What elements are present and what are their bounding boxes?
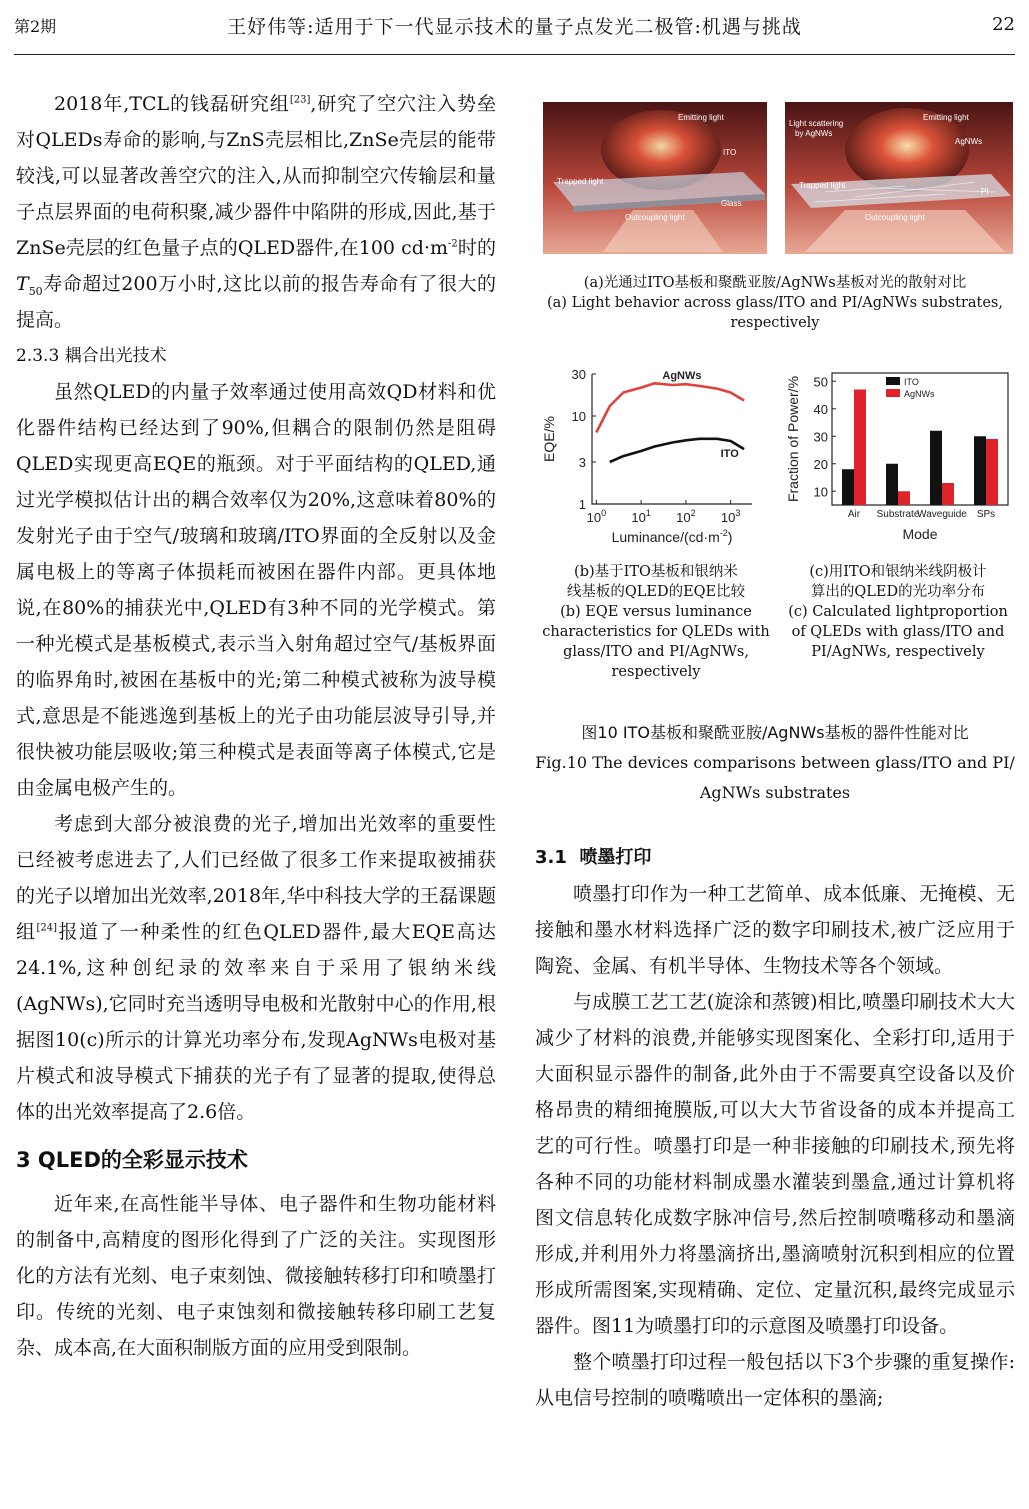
paragraph-inkjet-process: 与成膜工艺工艺(旋涂和蒸镀)相比,喷墨印刷技术大大减少了材料的浪费,并能够实现图案化、全彩打印,适用于大面积显示器件的制备,此外由于不需要真空设备以及价格昂贵的精细掩膜版,可以大大节省设备的成本并提高工艺的可行性。喷墨打印是一种非接触的印刷技术,预先将各种不同的功能材料制成墨水灌装到墨盒,通过计算机将图文信息转化成数字脉冲信号,然后控制喷嘴移动和墨滴形成,并利用外力将墨滴挤出,墨滴喷射沉积到相应的位置形成所需图案,实现精确、定位、定量沉积,最终完成显示器件。图11为喷墨打印的示意图及喷墨打印设备。 bbox=[535, 991, 1015, 1337]
caption-a-en-1: (a) Light behavior across glass/ITO and PI/AgNWs substrates, bbox=[547, 295, 1003, 311]
caption-a bbox=[535, 273, 1015, 333]
x-axis-label: Luminance/$(cd\cdot m^{-2})$ bbox=[611, 528, 733, 545]
bar-agnws-waveguide bbox=[942, 483, 954, 505]
y-tick-label: 20 bbox=[813, 456, 828, 472]
y-tick-label: 30 bbox=[571, 367, 586, 382]
paragraph-inkjet-intro: 喷墨打印作为一种工艺简单、成本低廉、无掩模、无接触和墨水材料选择广泛的数字印刷技术,被广泛应用于陶瓷、金属、有机半导体、生物技术等各个领域。 bbox=[535, 883, 1015, 977]
caption-b: (b)基于ITO基板和银纳米 线基板的QLED的EQE比较 (b) EQE versus luminance characteristics for QLEDs with glass/ITO and PI/AgNWs, respectively bbox=[542, 564, 770, 680]
y-tick-label: 40 bbox=[813, 401, 828, 417]
label-pi: PI bbox=[981, 187, 989, 196]
bar-ito-substrate bbox=[886, 464, 898, 505]
figure-10-caption-cn: 图10 ITO基板和聚酰亚胺/AgNWs基板的器件性能对比 bbox=[581, 723, 969, 742]
running-title: 王妤伟等:适用于下一代显示技术的量子点发光二极管:机遇与挑战 bbox=[227, 16, 802, 38]
figure-10-caption-en-2: AgNWs substrates bbox=[699, 783, 851, 802]
label-trapped-light-2: Trapped light bbox=[799, 181, 846, 190]
label-agnws: AgNWs bbox=[955, 137, 983, 146]
page-number: 22 bbox=[992, 14, 1015, 35]
x-tick-label: Air bbox=[847, 509, 861, 520]
light-behavior-glass-ito-image bbox=[543, 102, 767, 254]
y-tick-label: 3 bbox=[578, 455, 586, 471]
label-outcoupling-light: Outcoupling light bbox=[625, 213, 685, 222]
running-header bbox=[14, 8, 1015, 55]
figure-10-caption bbox=[535, 718, 1015, 808]
bar-agnws-sps bbox=[986, 439, 998, 505]
caption-a-en-2: respectively bbox=[730, 315, 820, 331]
x-axis-label: Mode bbox=[902, 526, 938, 542]
paragraph-outcoupling: 虽然QLED的内量子效率通过使用高效QD材料和优化器件结构已经达到了90%,但耦合的限制仍然是阻碍QLED实现更高EQE的瓶颈。对于平面结构的QLED,通过光学模拟估计出的耦合效率仅为20%,这意味着80%的发射光子由于空气/玻璃和玻璃/ITO界面的全反射以及金属电极上的等离子体损耗而被困在器件内部。更具体地说,在80%的捕获光中,QLED有3种不同的光学模式。第一种光模式是基板模式,表示当入射角超过空气/基板界面的临界角时,被困在基板中的光;第二种模式被称为波导模式,意思是不能逃逸到基板上的光子由功能层波导引导,并很快被功能层吸收;第三种模式是表面等离子体模式,它是由金属电极产生的。 bbox=[16, 381, 496, 799]
bar-ito-air bbox=[842, 469, 854, 505]
x-tick-label: $10^0$ bbox=[586, 508, 607, 525]
citation-23[interactable]: [23] bbox=[289, 94, 311, 106]
y-tick-label: 50 bbox=[813, 374, 828, 390]
series-label-ito: ITO bbox=[720, 447, 739, 460]
section-3-heading: 3 QLED的全彩显示技术 bbox=[16, 1148, 248, 1172]
light-behavior-pi-agnws-image bbox=[785, 102, 1013, 254]
label-trapped-light: Trapped light bbox=[557, 177, 604, 186]
x-tick-label: $10^3$ bbox=[720, 508, 741, 525]
y-axis-label: Fraction of Power/% bbox=[785, 375, 801, 503]
x-tick-label: Waveguide bbox=[917, 509, 967, 520]
bar-ito-waveguide bbox=[930, 431, 942, 505]
plot-axes bbox=[592, 374, 752, 504]
x-tick-label: $10^2$ bbox=[676, 508, 696, 525]
section-3-1-heading: 3.1 喷墨打印 bbox=[535, 847, 652, 868]
paragraph-patterning: 近年来,在高性能半导体、电子器件和生物功能材料的制备中,高精度的图形化得到了广泛的关注。实现图形化的方法有光刻、电子束刻蚀、微接触转移打印和喷墨打印。传统的光刻、电子束蚀刻和微接触转移印刷工艺复杂、成本高,在大面积制版方面的应用受到限制。 bbox=[16, 1193, 496, 1359]
legend-swatch-agnws bbox=[886, 389, 900, 397]
series-label-agnws: AgNWs bbox=[662, 369, 702, 382]
y-axis-label: EQE/% bbox=[541, 416, 557, 462]
x-tick-label: SPs bbox=[976, 509, 996, 520]
x-tick-label: Substrate bbox=[876, 509, 920, 520]
chart-fraction-of-power bbox=[782, 365, 1014, 545]
bar-agnws-air bbox=[854, 390, 866, 506]
caption-c: (c)用ITO和银纳米线阴极计 算出的QLED的光功率分布 (c) Calculated lightproportion of QLEDs with glass/ITO and PI/AgNWs, respectively bbox=[788, 564, 1008, 660]
label-ito: ITO bbox=[723, 148, 737, 157]
paragraph-qian-lei: 2018年,TCL的钱磊研究组[23],研究了空穴注入势垒对QLEDs寿命的影响,与ZnS壳层相比,ZnSe壳层的能带较浅,可以显著改善空穴的注入,从而抑制空穴传输层和量子点层界面的电荷积聚,减少器件中陷阱的形成,因此,基于ZnSe壳层的红色量子点的QLED器件,在100 $cd\cdot m^{-2}$时的$T_{50}$寿命超过200万小时,这比以前的报告寿命有了很大的提高。 bbox=[16, 93, 496, 331]
series-line-agnws bbox=[596, 383, 744, 432]
bar-agnws-substrate bbox=[898, 491, 910, 505]
y-tick-label: 1 bbox=[578, 497, 586, 512]
issue-number: 第2期 bbox=[14, 17, 57, 36]
legend-swatch-ito bbox=[886, 377, 900, 385]
section-2-3-3-heading: 2.3.3 耦合出光技术 bbox=[16, 346, 167, 366]
citation-24[interactable]: [24] bbox=[36, 922, 58, 934]
paragraph-inkjet-steps: 整个喷墨打印过程一般包括以下3个步骤的重复操作:从电信号控制的喷嘴喷出一定体积的墨滴; bbox=[535, 1351, 1015, 1409]
label-emitting-light: Emitting light bbox=[678, 113, 724, 122]
label-emitting-light-2: Emitting light bbox=[923, 113, 969, 122]
figure-10-caption-en-1: Fig.10 The devices comparisons between glass/ITO and PI/ bbox=[535, 753, 1015, 772]
bar-ito-sps bbox=[974, 436, 986, 505]
label-glass: Glass bbox=[721, 199, 742, 208]
left-column bbox=[16, 86, 496, 1366]
label-light-scattering: Light scattering bbox=[789, 119, 844, 128]
y-tick-label: 30 bbox=[813, 429, 828, 445]
legend-label-agnws: AgNWs bbox=[904, 389, 935, 399]
right-column bbox=[535, 840, 1015, 1416]
y-tick-label: 10 bbox=[813, 484, 828, 500]
y-tick-label: 10 bbox=[571, 408, 586, 424]
paragraph-agnws: 考虑到大部分被浪费的光子,增加出光效率的重要性已经被考虑进去了,人们已经做了很多工作来提取被捕获的光子以增加出光效率,2018年,华中科技大学的王磊课题组[24]报道了一种柔性的红色QLED器件,最大EQE高达24.1%,这种创纪录的效率来自于采用了银纳米线(AgNWs),它同时充当透明导电极和光散射中心的作用,根据图10(c)所示的计算光功率分布,发现AgNWs电极对基片模式和波导模式下捕获的光子有了显著的提取,使得总体的出光效率提高了2.6倍。 bbox=[16, 813, 496, 1123]
figure-10a-images bbox=[543, 102, 1013, 254]
legend-label-ito: ITO bbox=[904, 377, 919, 387]
label-by-agnws: by AgNWs bbox=[795, 129, 833, 138]
x-tick-label: $10^1$ bbox=[631, 508, 651, 525]
label-outcoupling-light-2: Outcoupling light bbox=[865, 213, 925, 222]
chart-eqe-vs-luminance bbox=[540, 362, 770, 550]
caption-a-cn: (a)光通过ITO基板和聚酰亚胺/AgNWs基板对光的散射对比 bbox=[583, 275, 967, 291]
